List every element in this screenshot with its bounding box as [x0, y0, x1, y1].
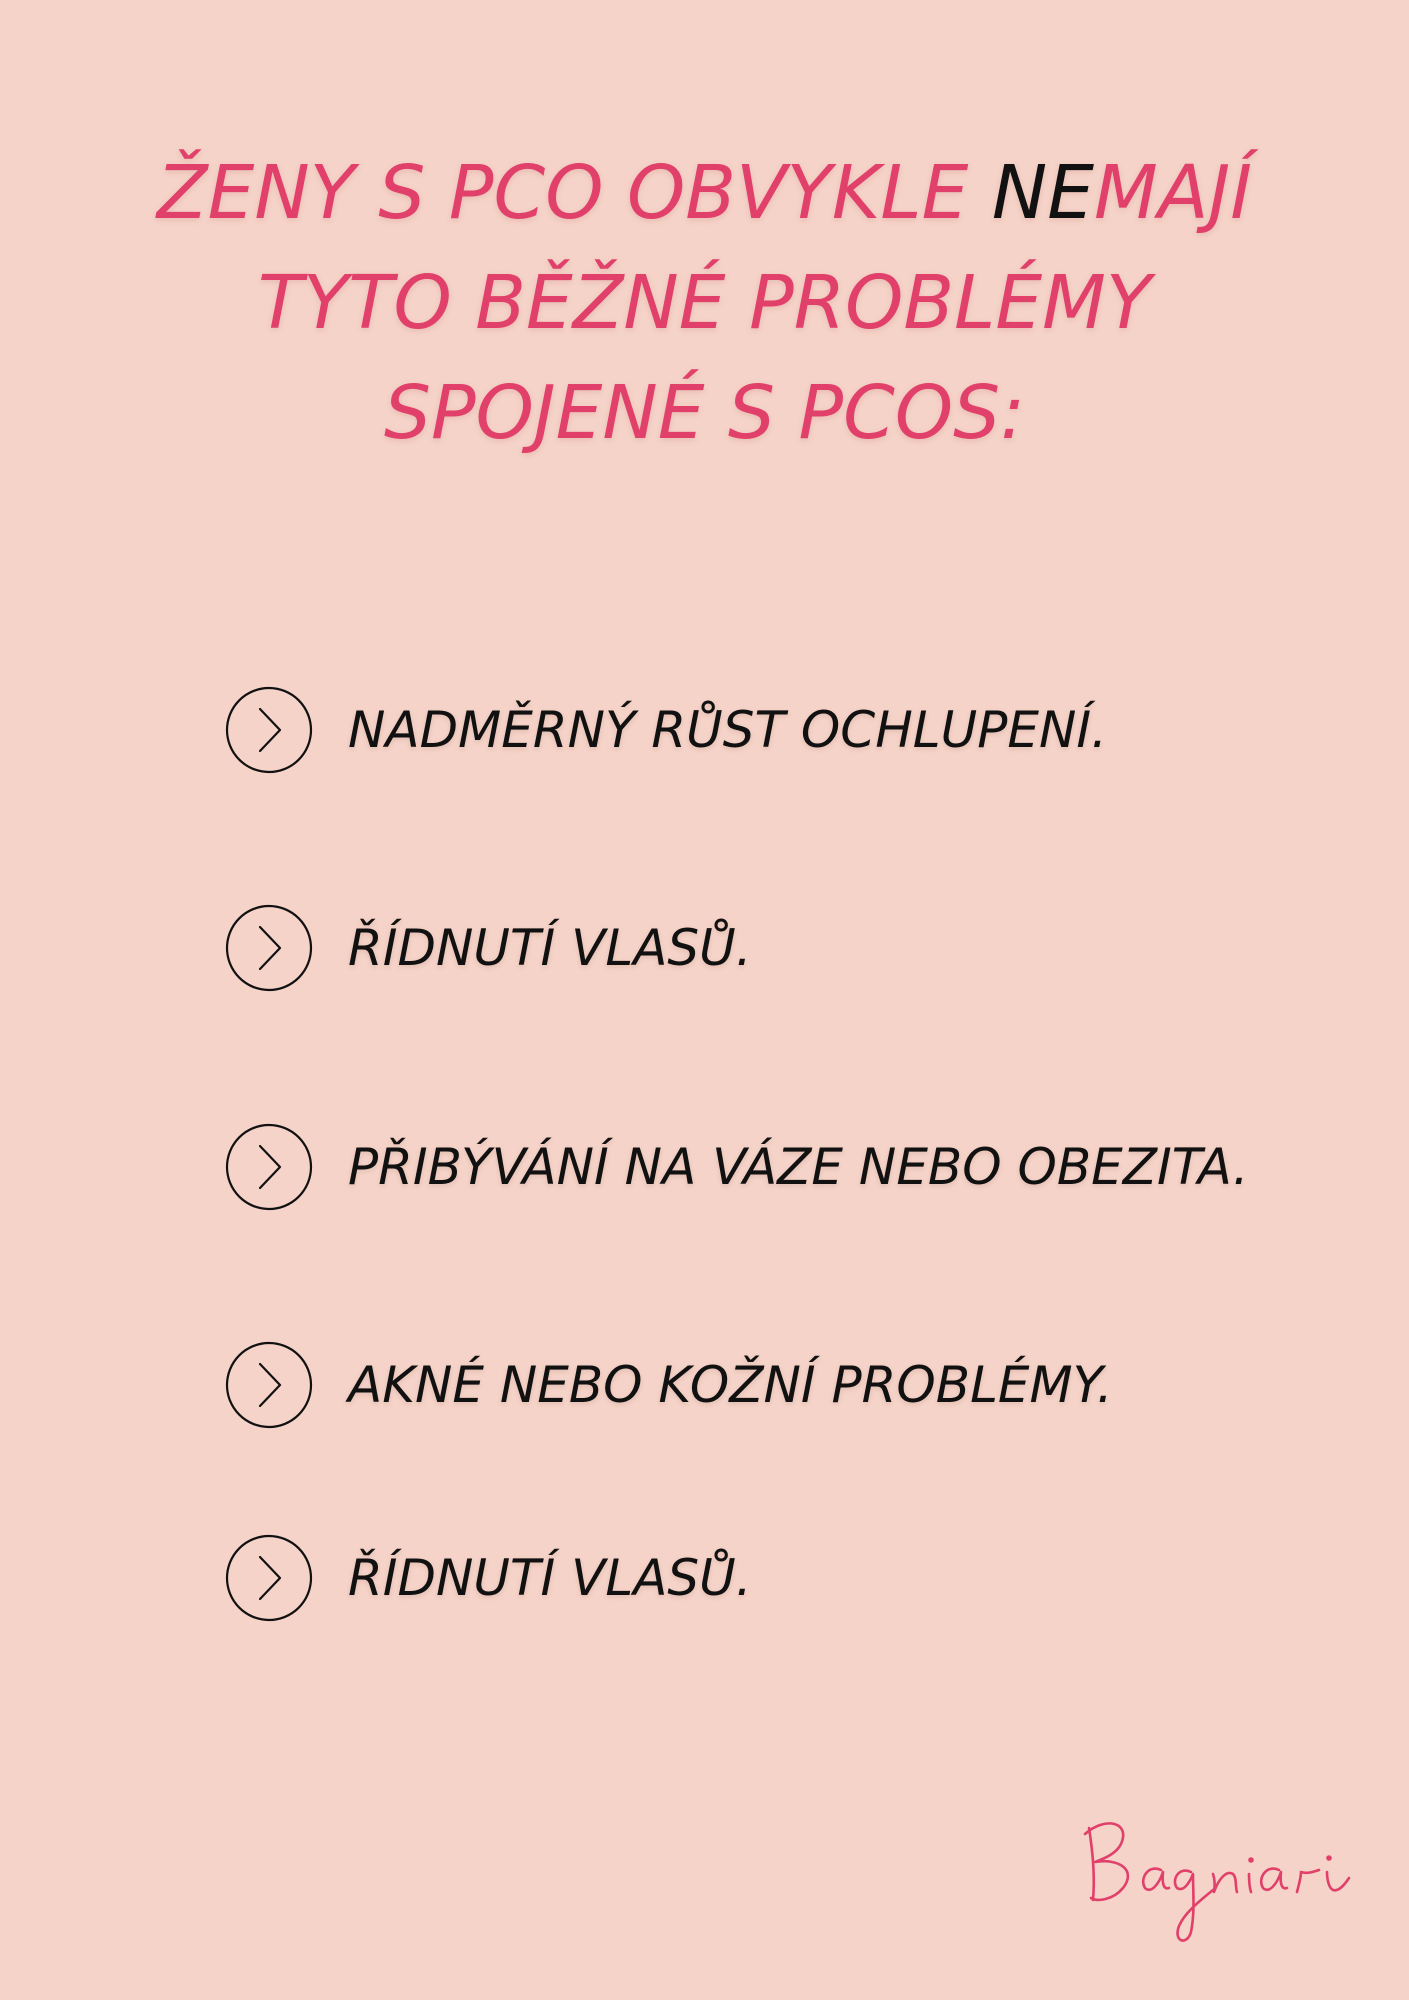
list-item [224, 685, 1344, 775]
list-item-text: NADMĚRNÝ RŮST OCHLUPENÍ. [348, 701, 1108, 759]
chevron-right-circle-icon [224, 1122, 314, 1212]
list-item-text: AKNÉ NEBO KOŽNÍ PROBLÉMY. [348, 1356, 1113, 1414]
chevron-right-circle-icon [224, 1340, 314, 1430]
chevron-right-circle-icon [224, 903, 314, 993]
chevron-right-circle-icon [224, 685, 314, 775]
list-item [224, 1533, 1344, 1623]
list-item [224, 903, 1344, 993]
list-item [224, 1340, 1344, 1430]
signature-logo [1075, 1808, 1355, 1948]
title-emphasis: NE [991, 150, 1094, 236]
problem-list [224, 0, 1344, 2000]
list-item-text: ŘÍDNUTÍ VLASŮ. [348, 1549, 752, 1607]
title-part: ŽENY S PCO OBVYKLE [156, 150, 992, 236]
list-item-text: PŘIBÝVÁNÍ NA VÁZE NEBO OBEZITA. [348, 1138, 1249, 1196]
list-item [224, 1122, 1344, 1212]
list-item-text: ŘÍDNUTÍ VLASŮ. [348, 919, 752, 977]
chevron-right-circle-icon [224, 1533, 314, 1623]
title-line-3: SPOJENÉ S PCOS: [384, 370, 1025, 456]
title-part: MAJÍ [1093, 150, 1253, 236]
title-line-2: TYTO BĚŽNÉ PROBLÉMY [257, 260, 1152, 346]
